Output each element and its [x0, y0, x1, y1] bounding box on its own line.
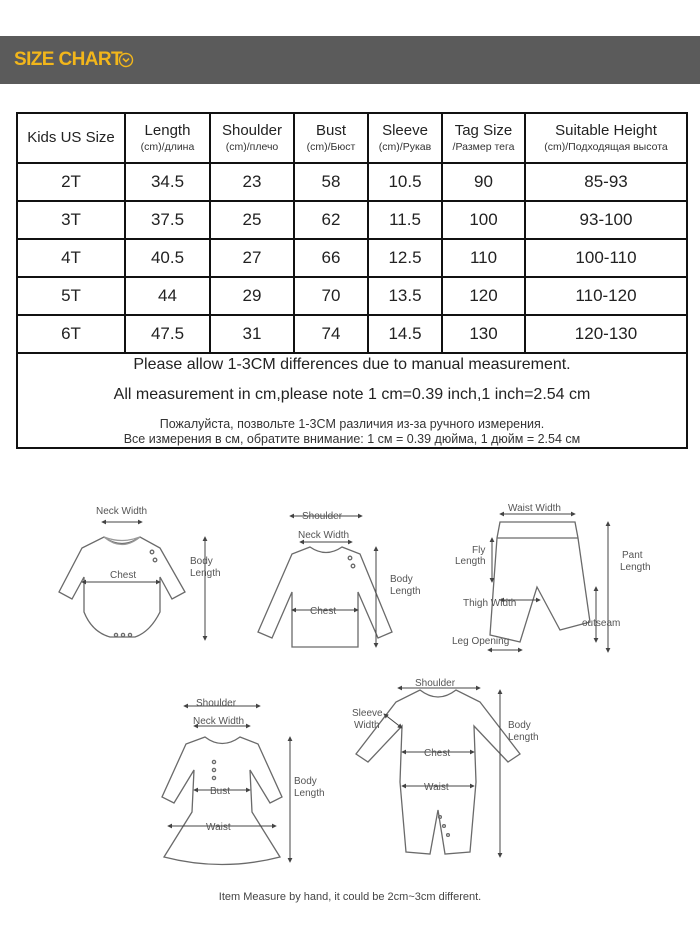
chevron-circle-icon: [118, 52, 134, 68]
pants-leg-label: Leg Opening: [452, 636, 510, 647]
table-cell: 14.5: [368, 315, 442, 353]
note-line-4: Все измерения в см, обратите внимание: 1 см = 0.39 дюйма, 1 дюйм = 2.54 см: [123, 432, 581, 446]
notes-row: [17, 353, 687, 448]
table-cell: 66: [294, 239, 368, 277]
pants-thigh-label: Thigh Width: [463, 598, 517, 609]
pants-pant-length-label: Length: [620, 562, 651, 573]
pants-pant-label: Pant: [622, 550, 643, 561]
table-cell: 12.5: [368, 239, 442, 277]
dress-shoulder-label: Shoulder: [196, 698, 237, 709]
garment-diagrams-svg: [0, 492, 700, 892]
dress-bust-label: Bust: [210, 786, 231, 797]
table-cell: 5T: [17, 277, 125, 315]
size-table: [16, 112, 688, 449]
bodysuit-chest-label: Chest: [110, 570, 137, 581]
table-cell: 85-93: [525, 163, 687, 201]
table-cell: 74: [294, 315, 368, 353]
table-cell: 44: [125, 277, 210, 315]
pants-waist-label: Waist Width: [508, 503, 561, 514]
footer-note: Item Measure by hand, it could be 2cm~3cm different.: [218, 891, 482, 903]
tshirt-chest-label: Chest: [310, 606, 337, 617]
header-tag-size: Tag Size /Размер тега: [442, 113, 525, 163]
table-header-row: [17, 113, 687, 163]
table-cell: 90: [442, 163, 525, 201]
table-cell: 70: [294, 277, 368, 315]
header-suitable-height: Suitable Height (cm)/Подходящая высота: [525, 113, 687, 163]
tshirt-neck-label: Neck Width: [298, 530, 350, 541]
dress-neck-label: Neck Width: [193, 716, 245, 727]
dress-body-label: Body: [294, 776, 317, 787]
table-cell: 100: [442, 201, 525, 239]
table-cell: 130: [442, 315, 525, 353]
measurement-notes: [17, 353, 687, 448]
header-kids-size: Kids US Size: [17, 113, 125, 163]
pants-diagram: [488, 514, 608, 652]
table-cell: 100-110: [525, 239, 687, 277]
header-length: Length (cm)/длина: [125, 113, 210, 163]
table-cell: 13.5: [368, 277, 442, 315]
romper-sleeve-width-label: Width: [354, 720, 380, 731]
bodysuit-neck-label: Neck Width: [96, 506, 148, 517]
table-cell: 120-130: [525, 315, 687, 353]
tshirt-shoulder-label: Shoulder: [302, 511, 343, 522]
romper-waist-label: Waist: [424, 782, 449, 793]
pants-fly-label: Fly: [472, 545, 486, 556]
table-cell: 110-120: [525, 277, 687, 315]
table-cell: 6T: [17, 315, 125, 353]
table-cell: 37.5: [125, 201, 210, 239]
table-cell: 31: [210, 315, 294, 353]
romper-sleeve-label: Sleeve: [352, 708, 383, 719]
note-line-1: Please allow 1-3CM differences due to manual measurement.: [133, 356, 571, 373]
table-cell: 29: [210, 277, 294, 315]
table-cell: 23: [210, 163, 294, 201]
table-row: [17, 239, 687, 277]
pants-outseam-label: outseam: [582, 618, 621, 629]
header-shoulder: Shoulder (cm)/плечо: [210, 113, 294, 163]
bodysuit-diagram: [59, 522, 205, 640]
dress-waist-label: Waist: [206, 822, 231, 833]
table-cell: 11.5: [368, 201, 442, 239]
romper-shoulder-label: Shoulder: [415, 678, 456, 689]
note-russian: [18, 417, 686, 447]
table-cell: 120: [442, 277, 525, 315]
size-chart-banner: [0, 36, 700, 84]
tshirt-body-label: Body: [390, 574, 413, 585]
table-cell: 40.5: [125, 239, 210, 277]
table-cell: 93-100: [525, 201, 687, 239]
table-cell: 4T: [17, 239, 125, 277]
note-line-2: All measurement in cm,please note 1 cm=0.39 inch,1 inch=2.54 cm: [113, 386, 591, 403]
table-cell: 47.5: [125, 315, 210, 353]
table-cell: 110: [442, 239, 525, 277]
bodysuit-length-label: Length: [190, 568, 221, 579]
note-line-3: Пожалуйста, позвольте 1-3CM различия из-за ручного измерения.: [159, 417, 545, 431]
romper-body-label: Body: [508, 720, 531, 731]
banner-title: SIZE CHART: [14, 49, 123, 70]
table-row: [17, 315, 687, 353]
table-row: [17, 277, 687, 315]
bodysuit-body-label: Body: [190, 556, 213, 567]
table-cell: 34.5: [125, 163, 210, 201]
table-cell: 3T: [17, 201, 125, 239]
table-cell: 10.5: [368, 163, 442, 201]
table-row: [17, 163, 687, 201]
pants-fly-length-label: Length: [455, 556, 486, 567]
romper-length-label: Length: [508, 732, 539, 743]
measurement-diagrams: [0, 492, 700, 930]
dress-length-label: Length: [294, 788, 325, 799]
romper-chest-label: Chest: [424, 748, 451, 759]
table-cell: 62: [294, 201, 368, 239]
header-sleeve: Sleeve (cm)/Рукав: [368, 113, 442, 163]
table-cell: 27: [210, 239, 294, 277]
table-cell: 25: [210, 201, 294, 239]
table-cell: 58: [294, 163, 368, 201]
table-row: [17, 201, 687, 239]
table-cell: 2T: [17, 163, 125, 201]
header-bust: Bust (cm)/Бюст: [294, 113, 368, 163]
tshirt-length-label: Length: [390, 586, 421, 597]
